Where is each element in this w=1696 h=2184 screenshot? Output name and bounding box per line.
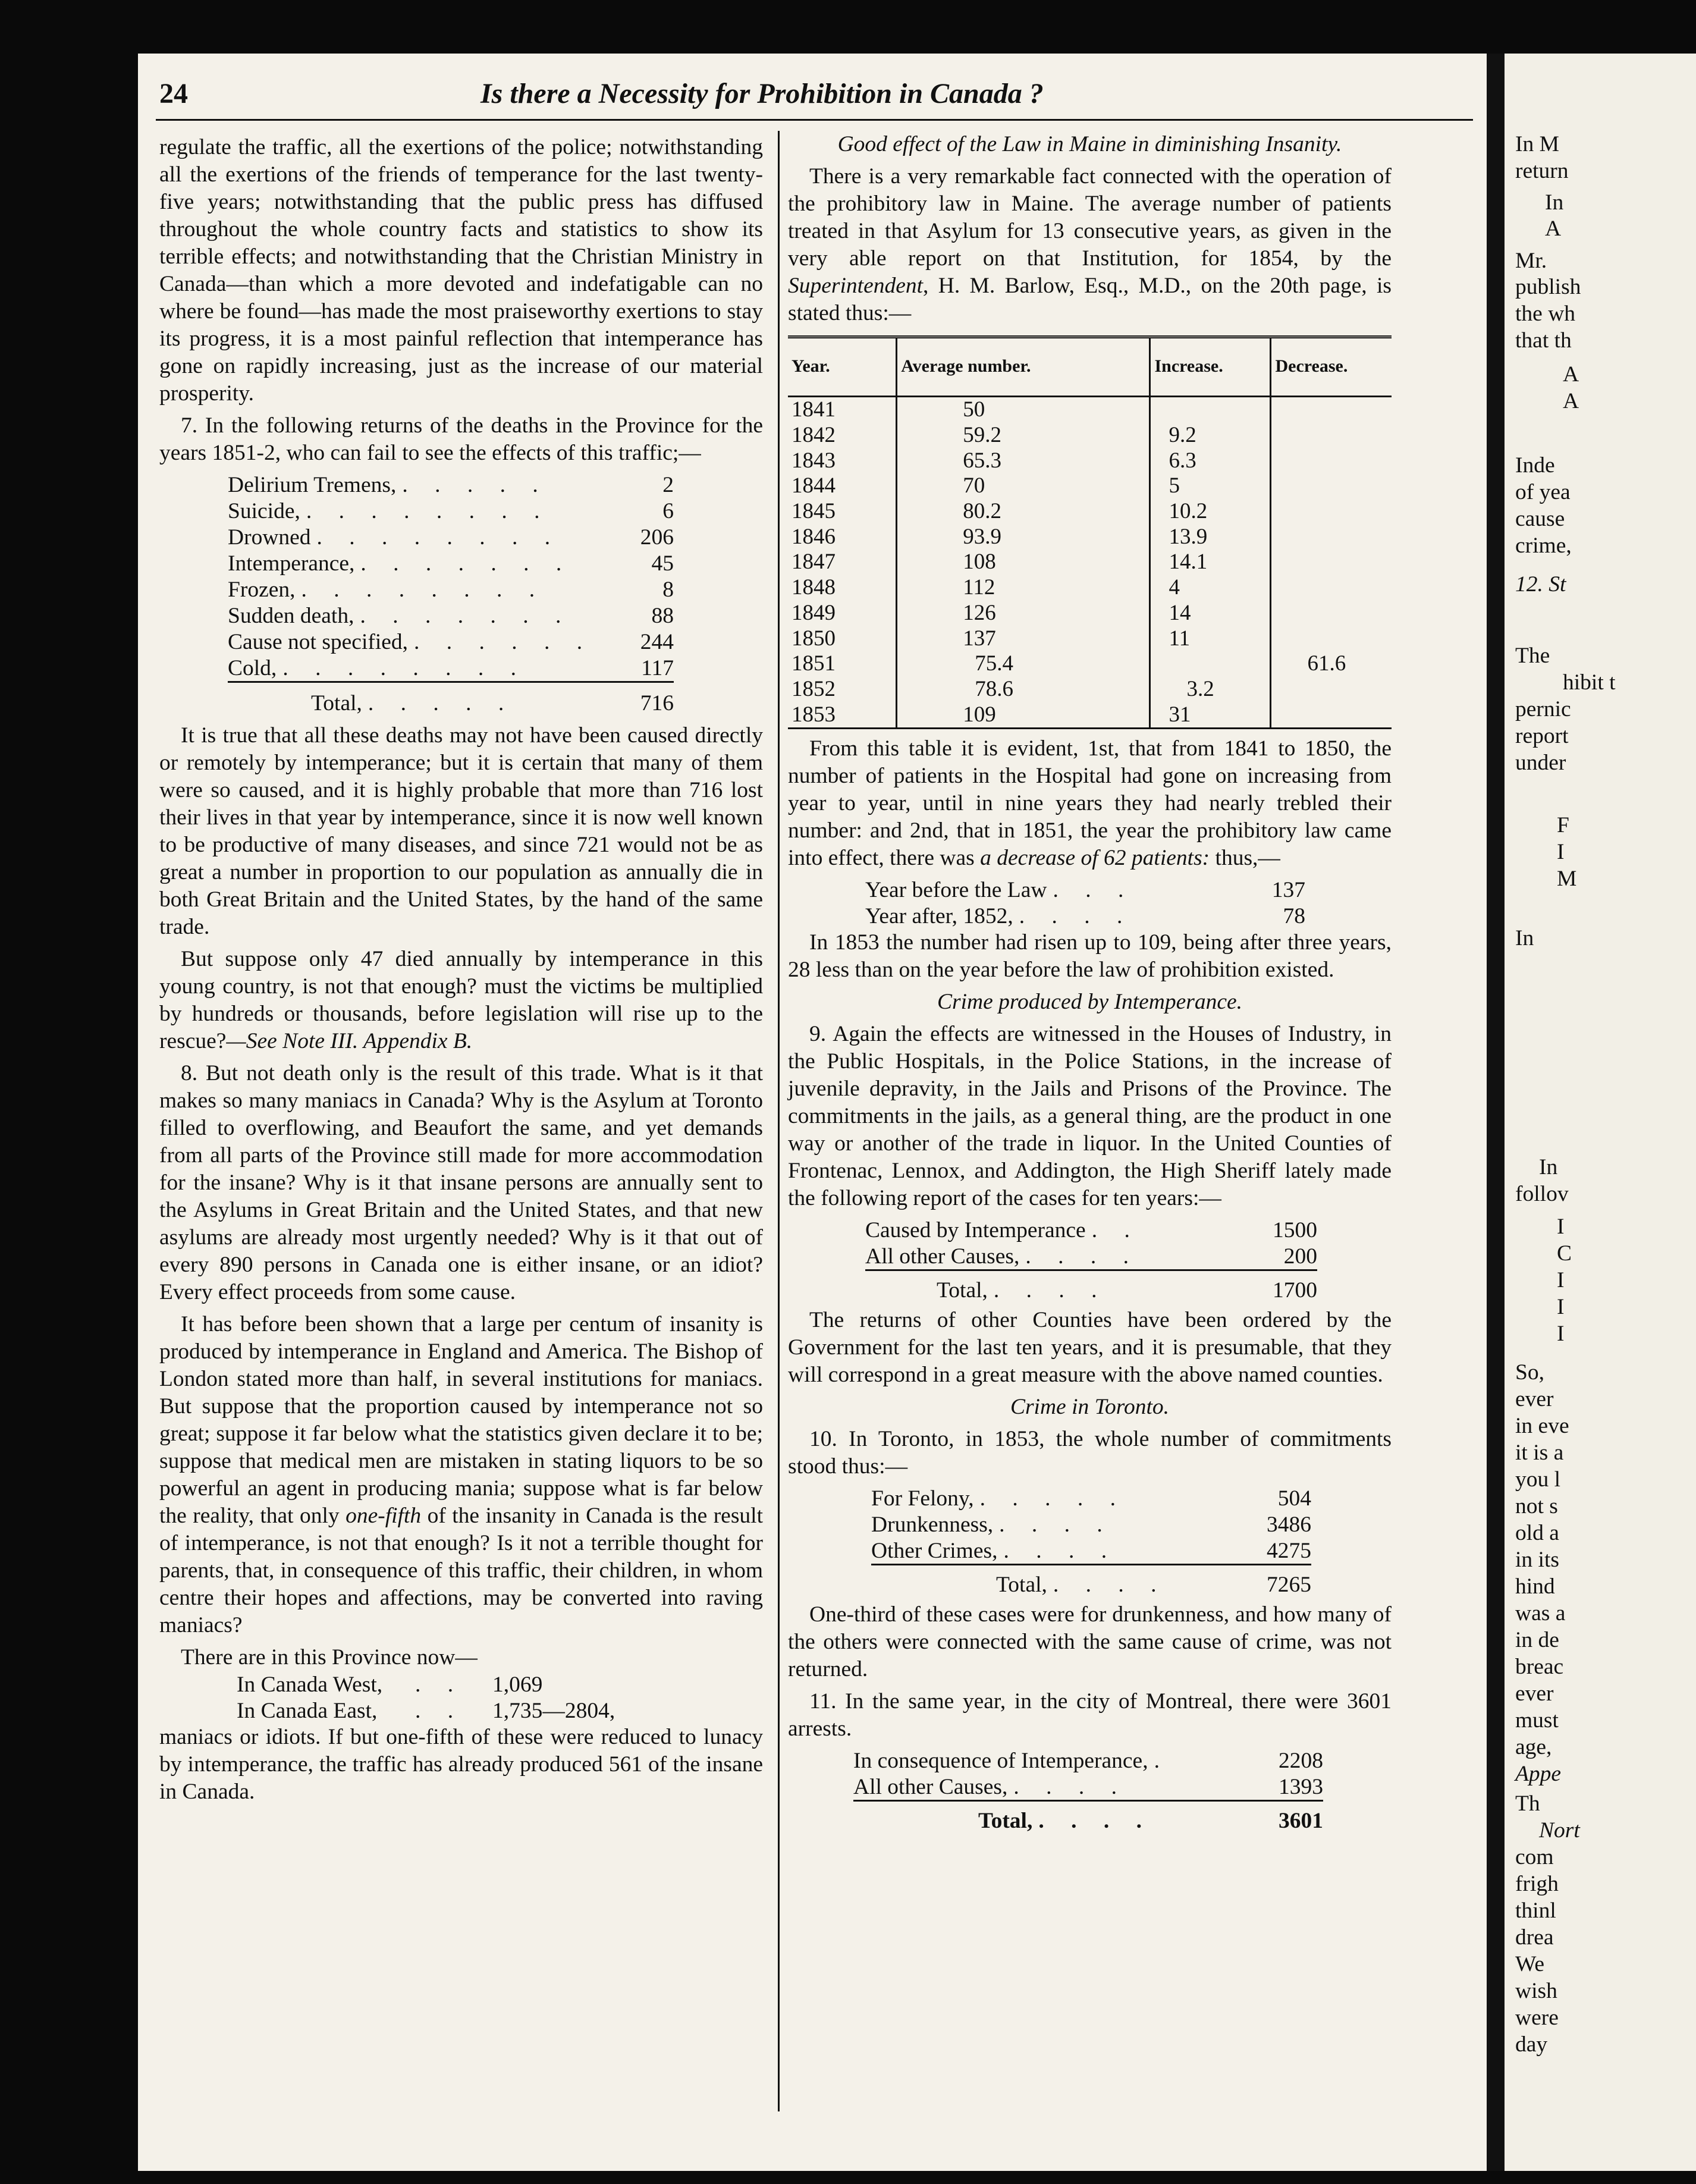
frontenac-list — [788, 1217, 1317, 1303]
table-row: 1843 65.3 6.3 — [788, 448, 1392, 473]
left-column — [159, 134, 763, 1810]
paragraph-returns: The returns of other Counties have been ordered by the Government for the last ten years, and it is presumable, that they will correspond in a great measure with the above named counties. — [788, 1307, 1392, 1387]
facing-page-fragment: A — [1563, 389, 1579, 413]
deaths-value: 6 — [662, 499, 674, 523]
facing-page-fragment: publish — [1515, 275, 1581, 299]
law-before-row: Year before the Law . . . 137 — [865, 877, 1305, 902]
facing-page-fragment: drea — [1515, 1925, 1554, 1950]
montreal-total: Total, . . . . 3601 — [978, 1808, 1323, 1833]
facing-page-fragment: age, — [1515, 1735, 1552, 1759]
table-header: Year. — [788, 337, 897, 397]
frontenac-row: Caused by Intemperance . . 1500 — [865, 1217, 1317, 1242]
facing-page-fragment: thinl — [1515, 1899, 1556, 1923]
table-row: 1851 75.4 61.6 — [788, 651, 1392, 677]
canada-list — [159, 1671, 760, 1724]
facing-page-fragment: ever — [1515, 1387, 1554, 1411]
intro-paragraph: regulate the traffic, all the exertions of the police; notwithstanding all the exertions of the friends of temperance for the last twenty-five years; notwithstanding that the public press has diffused throughout the whole country facts and statistics to show its terrible effects; and notwithstanding that the Christian Ministry in Canada—than which a more devoted and indefatigable can no where be found—has made the most praiseworthy exertions to stay its progress, it is a most painful reflection that intemperance has gone on rapidly increasing, just as the increase of our material prosperity. — [159, 135, 763, 406]
page-gutter — [1487, 54, 1507, 2171]
law-after-row: Year after, 1852, . . . . 78 — [865, 903, 1305, 928]
paragraph-suppose: But suppose only 47 died annually by intemperance in this young country, is not that enough? must the victims be multiplied by hundreds or thousands, before legislation will rise up to the rescue?—See Note III. Appendix B. — [159, 947, 763, 1053]
paragraph-8: 8. But not death only is the result of this trade. What is it that makes so many maniacs in Canada? Why is the Asylum at Toronto filled to overflowing, and Beaufort the same, and yet demands from all parts of the Province still made for more accommodation for the insane? Why is it that insane persons are annually sent to the Asylums in Great Britain and the United States, and that new asylums are already most urgently needed? Why is it that out of every 890 persons in Canada one is either insane, or an idiot? Every effect proceeds from some cause. — [159, 1061, 763, 1304]
paragraph-maniacs: maniacs or idiots. If but one-fifth of these were reduced to lunacy by intemperance, the traffic has already produced 561 of the insane in Canada. — [159, 1725, 763, 1804]
facing-page-fragment: frigh — [1515, 1872, 1559, 1896]
deaths-item: Suicide, . . . . . . . . 6 — [228, 498, 674, 524]
facing-page-fragment: was a — [1515, 1601, 1566, 1626]
paragraph-insanity: It has before been shown that a large per centum of insanity is produced by intemperance in England and America. The Bishop of London stated more than half, in several institutions for maniacs. But suppose that the proportion caused by intemperance not so great; suppose it far below what the statistics given declare it to be; suppose that medical men are mistaken in stating liquors to be so powerful an agent in producing mania; suppose what is far below the reality, that only one-fifth of the insanity in Canada is the result of intemperance, is not that enough? Is it not a terrible thought for parents, that, in consequence of this traffic, their children, in whom centre their hopes and affections, may be converted into raving maniacs? — [159, 1312, 764, 1637]
facing-page-fragment: hind — [1515, 1574, 1555, 1599]
table-row: 1847 108 14.1 — [788, 550, 1392, 575]
facing-page-fragment: I — [1557, 1322, 1565, 1346]
facing-page-fragment: F — [1557, 813, 1569, 837]
facing-page-fragment: cause — [1515, 507, 1565, 531]
facing-page-fragment: Mr. — [1515, 249, 1547, 273]
facing-page-fragment: I — [1557, 1215, 1565, 1239]
deaths-value: 244 — [640, 630, 674, 654]
deaths-total-value: 716 — [640, 691, 674, 716]
facing-page-fragment: in its — [1515, 1548, 1559, 1572]
frontenac-row: All other Causes, . . . . 200 — [865, 1243, 1317, 1271]
table-row: 1841 50 — [788, 397, 1392, 423]
deaths-value: 45 — [651, 551, 674, 576]
table-row: 1845 80.2 10.2 — [788, 499, 1392, 525]
table-header: Decrease. — [1271, 337, 1392, 397]
deaths-value: 88 — [651, 604, 674, 628]
facing-page-fragment: wish — [1515, 1979, 1557, 2003]
deaths-value: 117 — [641, 656, 674, 680]
table-row: 1849 126 14 — [788, 601, 1392, 626]
canada-east-row: In Canada East, . . 1,735 —2804, — [237, 1699, 615, 1723]
right-column — [788, 131, 1392, 1834]
facing-page-fragment: the wh — [1515, 302, 1576, 326]
toronto-list — [788, 1485, 1311, 1598]
facing-page-fragment: In M — [1515, 132, 1559, 156]
table-row: 1848 112 4 — [788, 575, 1392, 601]
column-divider — [778, 131, 780, 2111]
deaths-value: 206 — [640, 525, 674, 550]
montreal-list — [788, 1747, 1323, 1834]
facing-page-fragment: must — [1515, 1708, 1559, 1733]
paragraph-7: 7. In the following returns of the deaths in the Province for the years 1851-2, who can fail to see the effects of this traffic;— — [159, 413, 763, 465]
deaths-item: Sudden death, . . . . . . . 88 — [228, 603, 674, 629]
canada-west-row: In Canada West, . . 1,069 — [237, 1672, 543, 1697]
deaths-label: Delirium Tremens, — [228, 473, 397, 497]
facing-page-fragment: you l — [1515, 1467, 1561, 1492]
facing-page-fragment: In — [1539, 1155, 1558, 1179]
deaths-label: Cause not specified, — [228, 630, 409, 654]
paragraph-true: It is true that all these deaths may not have been caused directly or remotely by intemperance; but it is certain that many of them were so caused, and it is highly probable that more than 716 lost their lives in that year by intemperance, since it is now well known to be productive of many diseases, and since 721 would not be as great a number in proportion to our population as annually die in both Great Britain and the United States, by the hand of the same trade. — [159, 723, 763, 939]
facing-page-fragment: it is a — [1515, 1441, 1564, 1465]
facing-page-fragment: return — [1515, 159, 1569, 183]
paragraph-onethird: One-third of these cases were for drunkenness, and how many of the others were connected with the same cause of crime, was not returned. — [788, 1602, 1392, 1681]
section-title-crime: Crime produced by Intemperance. — [937, 989, 1243, 1014]
table-row: 1850 137 11 — [788, 626, 1392, 651]
facing-page-fragment: pernic — [1515, 697, 1571, 721]
facing-page-fragment: We — [1515, 1952, 1545, 1976]
montreal-row: In consequence of Intemperance, . 2208 — [853, 1748, 1323, 1773]
facing-page-fragment: The — [1515, 644, 1550, 668]
facing-page-fragment: Th — [1515, 1791, 1540, 1816]
toronto-row: For Felony, . . . . . 504 — [871, 1486, 1311, 1511]
deaths-label: Suicide, — [228, 499, 300, 523]
facing-page-fragment: I — [1557, 1295, 1565, 1319]
deaths-total-label: Total, — [311, 691, 362, 716]
section-title-toronto: Crime in Toronto. — [1010, 1394, 1170, 1419]
table-header: Increase. — [1150, 337, 1271, 397]
law-comparison — [788, 877, 1305, 929]
deaths-label: Sudden death, — [228, 604, 354, 628]
facing-page-fragment: hibit t — [1563, 670, 1616, 695]
facing-page-fragment: Inde — [1515, 453, 1555, 478]
deaths-item: Cold, . . . . . . . . 117 — [228, 655, 674, 683]
facing-page-fragment: old a — [1515, 1521, 1559, 1545]
deaths-item: Delirium Tremens, . . . . . 2 — [228, 472, 674, 498]
table-row: 1846 93.9 13.9 — [788, 524, 1392, 550]
paragraph-1853: In 1853 the number had risen up to 109, being after three years, 28 less than on the year before the law of prohibition existed. — [788, 930, 1392, 982]
facing-page-fragment: day — [1515, 2032, 1548, 2057]
frontenac-total: Total, . . . . 1700 — [937, 1278, 1317, 1303]
table-row: 1842 59.2 9.2 — [788, 423, 1392, 448]
facing-page-fragment: breac — [1515, 1655, 1564, 1679]
facing-page-fragment: were — [1515, 2006, 1559, 2030]
deaths-value: 8 — [662, 578, 674, 602]
facing-page-fragment: ever — [1515, 1681, 1554, 1706]
table-row: 1852 78.6 3.2 — [788, 677, 1392, 702]
facing-page-fragment: crime, — [1515, 534, 1572, 558]
facing-page-fragment: 12. St — [1515, 572, 1566, 597]
paragraph-10: 10. In Toronto, in 1853, the whole number of commitments stood thus:— — [788, 1426, 1392, 1479]
page-header — [159, 77, 1468, 119]
facing-page-fragment: under — [1515, 751, 1566, 775]
deaths-item: Cause not specified, . . . . . . 244 — [228, 629, 674, 655]
paragraph-evident: From this table it is evident, 1st, that from 1841 to 1850, the number of patients in the Hospital had gone on increasing from year to year, until in nine years they had nearly trebled their number: and 2nd, that in 1851, the year the prohibitory law came into effect, there was a decrease of 62 patients: thus,— — [788, 736, 1392, 870]
facing-page-fragment: Appe — [1515, 1762, 1562, 1786]
table-header: Average number. — [897, 337, 1150, 397]
deaths-total: Total, . . . . . 716 — [228, 690, 674, 716]
toronto-total: Total, . . . . 7265 — [996, 1572, 1311, 1597]
montreal-row: All other Causes, . . . . 1393 — [853, 1774, 1323, 1802]
deaths-item: Frozen, . . . . . . . . 8 — [228, 576, 674, 603]
section-title-maine: Good effect of the Law in Maine in diminishing Insanity. — [837, 132, 1342, 156]
deaths-item: Intemperance, . . . . . . . 45 — [228, 550, 674, 576]
paragraph-province: There are in this Province now— — [181, 1645, 478, 1670]
paragraph-remark: There is a very remarkable fact connected with the operation of the prohibitory law in Maine. The average number of patients treated in that Asylum for 13 consecutive years, as given in the very able report on that Institution, for 1854, by the Superintendent, H. M. Barlow, Esq., M.D., on the 20th page, is stated thus:— — [788, 164, 1392, 325]
facing-page-fragment: C — [1557, 1241, 1572, 1266]
table-header-row — [788, 337, 1392, 397]
facing-page-fragment: report — [1515, 724, 1569, 748]
running-title: Is there a Necessity for Prohibition in Canada ? — [480, 78, 1044, 109]
facing-page-fragment: M — [1557, 867, 1577, 891]
paragraph-11: 11. In the same year, in the city of Montreal, there were 3601 arrests. — [788, 1689, 1392, 1741]
facing-page-fragment: not s — [1515, 1494, 1558, 1518]
facing-page-fragment: I — [1557, 1268, 1565, 1292]
table-row: 1844 70 5 — [788, 473, 1392, 499]
facing-page-fragment: I — [1557, 840, 1565, 864]
facing-page-fragment: In — [1515, 926, 1534, 950]
deaths-item: Drowned . . . . . . . . 206 — [228, 524, 674, 550]
facing-page-fragment: A — [1563, 362, 1579, 387]
deaths-label: Drowned — [228, 525, 311, 550]
table-row: 1853 109 31 — [788, 702, 1392, 728]
facing-page-fragment: in de — [1515, 1628, 1559, 1652]
facing-page-fragment: A — [1545, 216, 1562, 241]
deaths-value: 2 — [662, 473, 674, 497]
facing-page-fragment: So, — [1515, 1360, 1544, 1385]
facing-page-fragment: Nort — [1539, 1818, 1580, 1843]
page-number: 24 — [159, 78, 188, 109]
facing-page-fragment: In — [1545, 190, 1564, 215]
deaths-label: Frozen, — [228, 578, 296, 602]
toronto-row: Drunkenness, . . . . 3486 — [871, 1512, 1311, 1537]
facing-page-fragment: follov — [1515, 1182, 1569, 1206]
facing-page-fragment: that th — [1515, 328, 1572, 353]
facing-page-fragment: com — [1515, 1845, 1554, 1869]
facing-page-fragment: in eve — [1515, 1414, 1569, 1438]
deaths-label: Intemperance, — [228, 551, 355, 576]
toronto-row: Other Crimes, . . . . 4275 — [871, 1537, 1311, 1565]
header-rule — [156, 119, 1473, 121]
note-reference: —See Note III. Appendix B. — [226, 1029, 473, 1053]
paragraph-9: 9. Again the effects are witnessed in the Houses of Industry, in the Public Hospitals, in the Police Stations, in the increase of juvenile depravity, in the Jails and Prisons of the Province. The commitments in the jails, as a general thing, are the product in one way or another of the trade in liquor. In the United Counties of Frontenac, Lennox, and Addington, the High Sheriff lately made the following report of the cases for ten years:— — [788, 1021, 1392, 1210]
facing-page-fragment: of yea — [1515, 480, 1571, 504]
deaths-list — [159, 472, 674, 716]
asylum-table — [788, 335, 1392, 729]
deaths-label: Cold, — [228, 656, 277, 680]
